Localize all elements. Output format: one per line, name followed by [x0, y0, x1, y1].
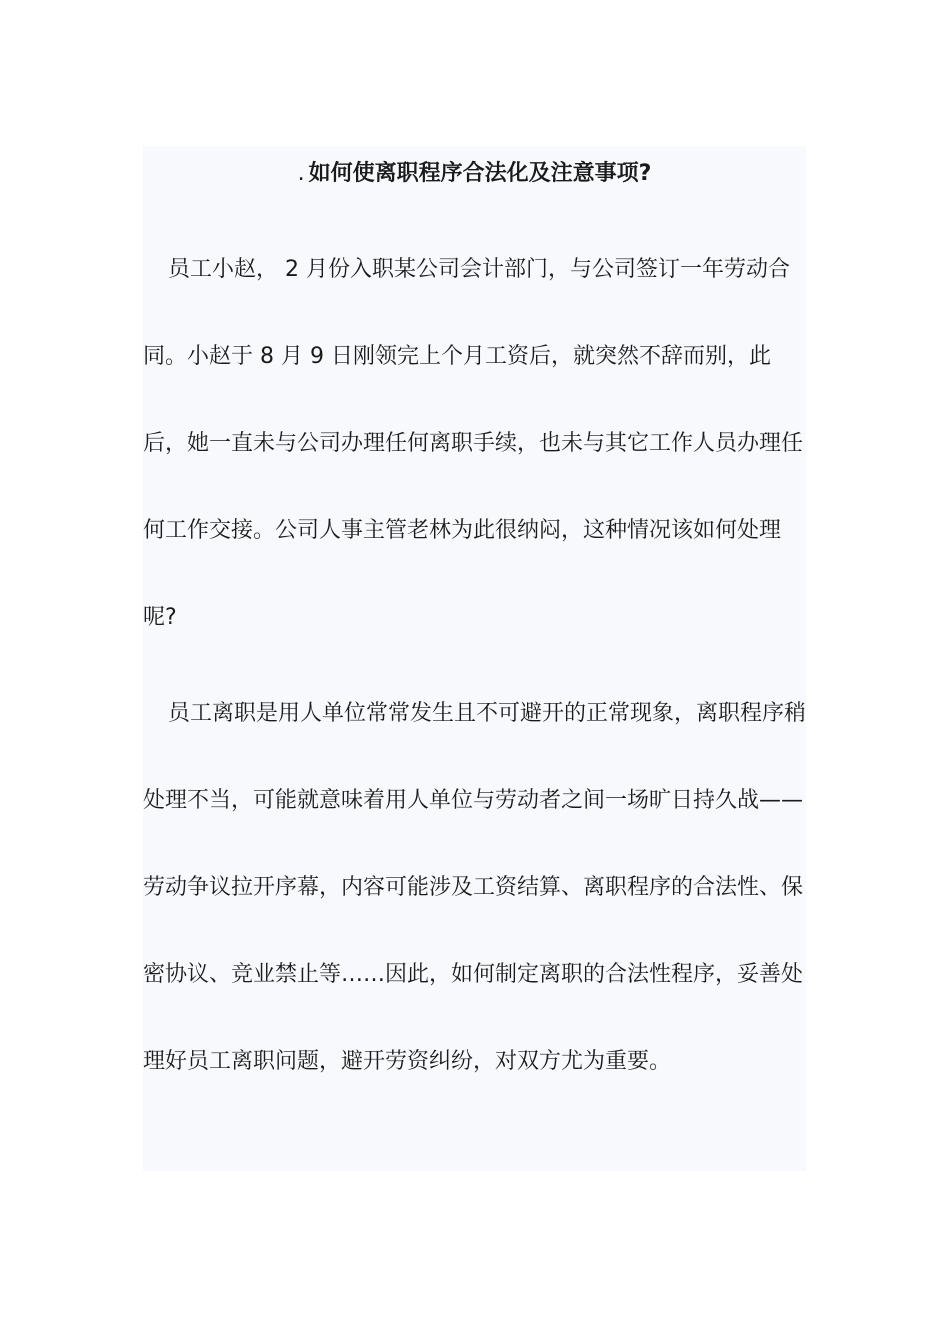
title-text: 如何使离职程序合法化及注意事项? [308, 161, 652, 186]
paragraph-case: 员工小赵， 2 月份入职某公司会计部门，与公司签订一年劳动合同。小赵于 8 月 9 日刚领完上个月工资后，就突然不辞而别，此后，她一直未与公司办理任何离职手续，也未与其它工作人员办理任何工作交接。公司人事主管老林为此很纳闷，这种情况该如何处理呢? [143, 257, 804, 630]
document-title [143, 154, 806, 194]
paragraph-analysis: 员工离职是用人单位常常发生且不可避开的正常现象，离职程序稍处理不当，可能就意味着用人单位与劳动者之间一场旷日持久战——劳动争议拉开序幕，内容可能涉及工资结算、离职程序的合法性、保密协议、竞业禁止等……因此，如何制定离职的合法性程序，妥善处理好员工离职问题，避开劳资纠纷，对双方尤为重要。 [143, 701, 807, 1074]
title-prefix: . [297, 161, 305, 186]
